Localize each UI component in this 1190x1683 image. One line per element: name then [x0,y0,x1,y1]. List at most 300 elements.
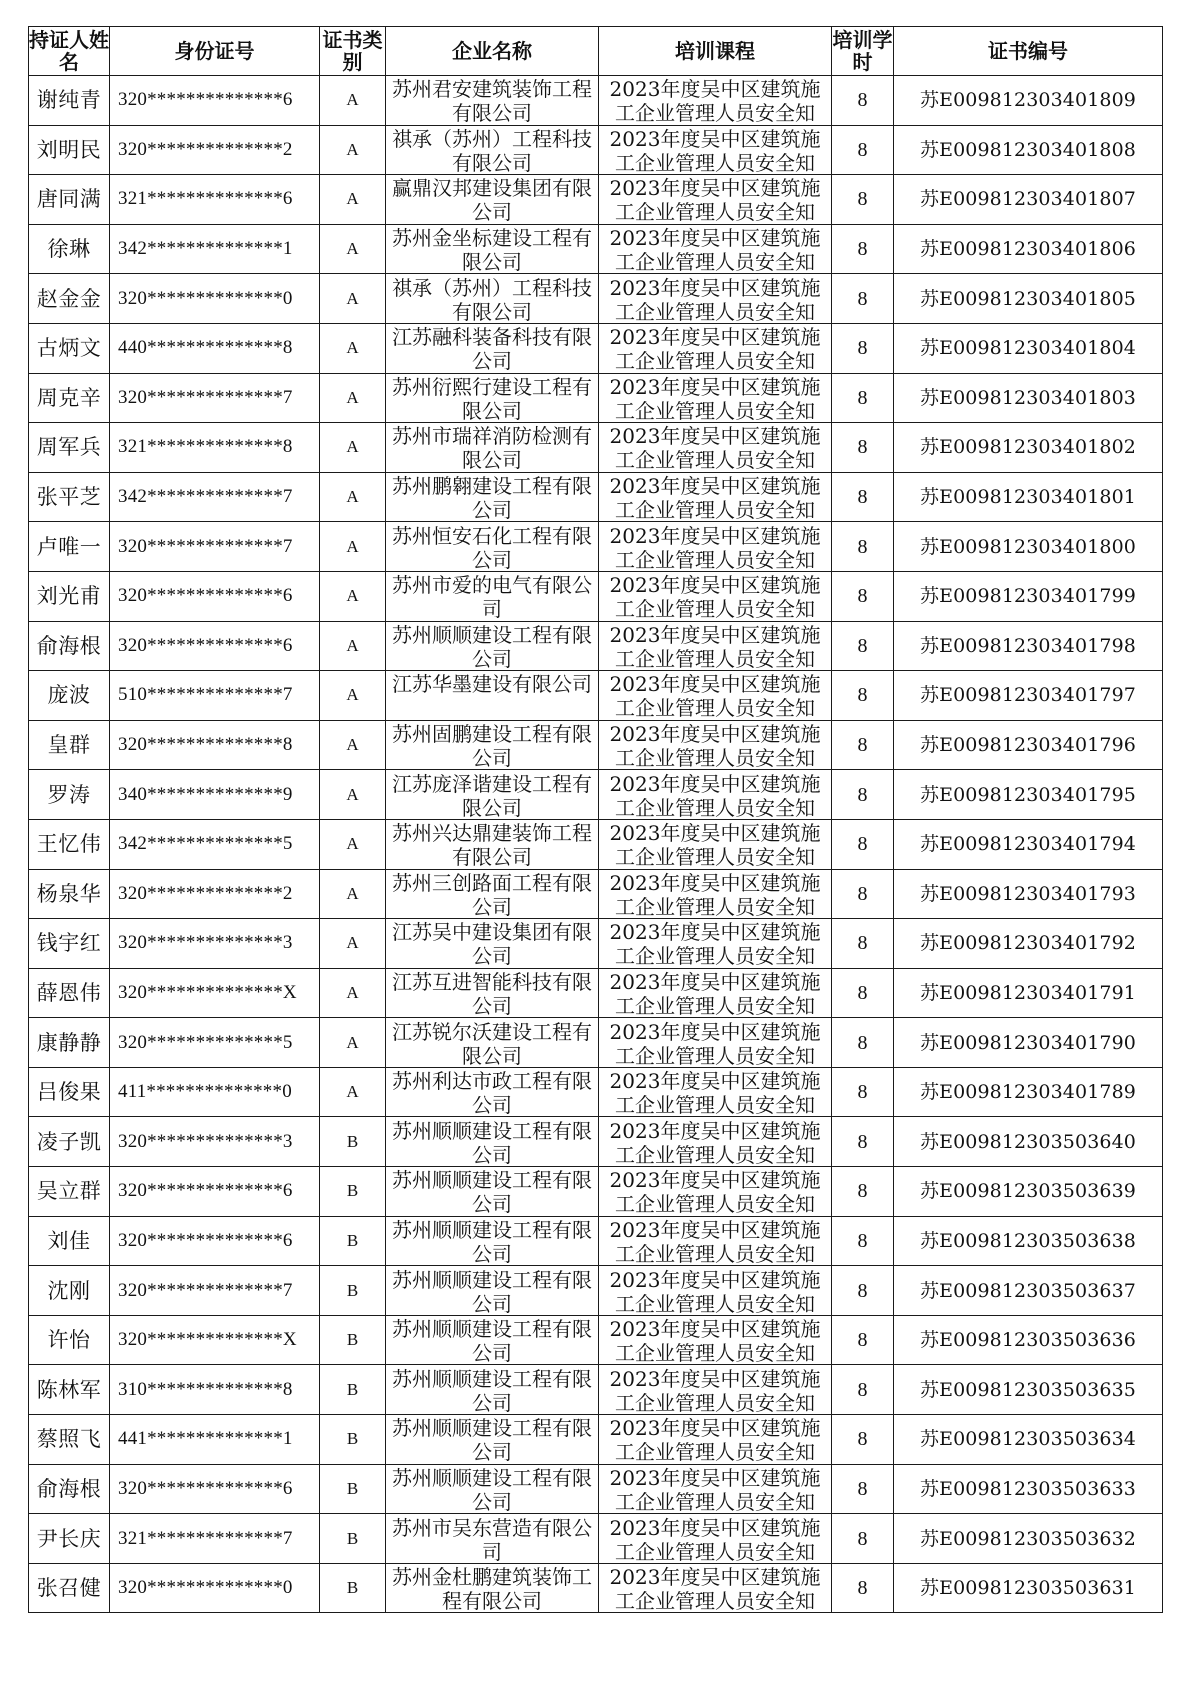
cell-id-number: 321**************8 [110,423,320,473]
cell-id-number: 320**************2 [110,125,320,175]
cell-company-text: 苏州市瑞祥消防检测有限公司 [392,424,592,471]
table-row [29,522,1163,572]
cell-company-text: 苏州顺顺建设工程有限公司 [392,622,592,669]
cell-company [386,1365,599,1415]
cell-company [386,423,599,473]
cell-hours: 8 [832,1117,894,1167]
cell-hours: 8 [832,1167,894,1217]
table-row [29,621,1163,671]
cell-company-text: 苏州鹏翱建设工程有限公司 [392,474,592,521]
cell-cert-number: 苏E009812303401804 [894,323,1163,373]
cell-course-text: 2023年度吴中区建筑施工企业管理人员安全知 [609,1366,821,1413]
cell-category: B [320,1514,386,1564]
cell-name: 谢纯青 [29,76,110,126]
cell-company [386,1216,599,1266]
cell-company-text: 江苏互进智能科技有限公司 [392,969,592,1016]
table-row [29,968,1163,1018]
cell-hours: 8 [832,919,894,969]
cell-course-text: 2023年度吴中区建筑施工企业管理人员安全知 [609,722,821,769]
cell-hours: 8 [832,1018,894,1068]
cell-name: 罗涛 [29,770,110,820]
cell-id-number: 320**************6 [110,1167,320,1217]
cell-hours: 8 [832,423,894,473]
header-hours: 培训学时 [832,28,893,74]
cell-category: A [320,671,386,721]
cell-company [386,522,599,572]
cell-hours: 8 [832,770,894,820]
cell-course [599,770,832,820]
cell-company [386,323,599,373]
cell-company-text: 苏州顺顺建设工程有限公司 [392,1168,592,1215]
table-row [29,373,1163,423]
cell-company [386,224,599,274]
cell-company-text: 苏州金杜鹏建筑装饰工程有限公司 [392,1565,592,1612]
cell-id-number: 320**************0 [110,274,320,324]
cell-cert-number: 苏E009812303401795 [894,770,1163,820]
cell-cert-number: 苏E009812303503636 [894,1315,1163,1365]
cell-course-text: 2023年度吴中区建筑施工企业管理人员安全知 [609,1217,821,1264]
cell-id-number: 321**************6 [110,175,320,225]
cell-id-number: 321**************7 [110,1514,320,1564]
header-id: 身份证号 [110,27,320,76]
cell-course-text: 2023年度吴中区建筑施工企业管理人员安全知 [609,771,821,818]
table-row [29,1464,1163,1514]
table-row [29,919,1163,969]
cell-id-number: 320**************7 [110,373,320,423]
cell-cert-number: 苏E009812303401796 [894,720,1163,770]
cell-category: B [320,1315,386,1365]
cell-name: 徐琳 [29,224,110,274]
table-row [29,571,1163,621]
cell-category: A [320,770,386,820]
cell-company-text: 苏州市爱的电气有限公司 [392,573,592,620]
cell-name: 皇群 [29,720,110,770]
cell-name: 周克辛 [29,373,110,423]
table-row [29,274,1163,324]
cell-category: A [320,522,386,572]
cell-cert-number: 苏E009812303503635 [894,1365,1163,1415]
cell-company-text: 苏州恒安石化工程有限公司 [392,523,592,570]
cell-company [386,968,599,1018]
cell-course-text: 2023年度吴中区建筑施工企业管理人员安全知 [609,424,821,471]
cell-hours: 8 [832,1067,894,1117]
cell-company [386,1067,599,1117]
cell-course [599,1514,832,1564]
cell-course [599,1415,832,1465]
cell-name: 陈林军 [29,1365,110,1415]
cell-course-text: 2023年度吴中区建筑施工企业管理人员安全知 [609,275,821,322]
cell-hours: 8 [832,472,894,522]
cell-company-text: 江苏融科装备科技有限公司 [392,325,592,372]
cell-company-text: 苏州顺顺建设工程有限公司 [392,1118,592,1165]
cell-category: A [320,125,386,175]
cell-hours: 8 [832,819,894,869]
cell-company-text: 江苏华墨建设有限公司 [392,672,592,697]
cell-id-number: 320**************6 [110,571,320,621]
cell-company-text: 苏州市吴东营造有限公司 [392,1515,592,1562]
cell-id-number: 310**************8 [110,1365,320,1415]
cell-course [599,423,832,473]
cell-course [599,968,832,1018]
cell-hours: 8 [832,1266,894,1316]
cell-cert-number: 苏E009812303503638 [894,1216,1163,1266]
cell-cert-number: 苏E009812303503637 [894,1266,1163,1316]
certificate-table [28,26,1163,1613]
cell-hours: 8 [832,1514,894,1564]
cell-course [599,125,832,175]
cell-cert-number: 苏E009812303401792 [894,919,1163,969]
cell-company-text: 苏州兴达鼎建装饰工程有限公司 [392,821,592,868]
cell-course-text: 2023年度吴中区建筑施工企业管理人员安全知 [609,77,821,124]
cell-cert-number: 苏E009812303503631 [894,1563,1163,1613]
cell-id-number: 320**************5 [110,1018,320,1068]
table-row [29,1415,1163,1465]
cell-id-number: 342**************7 [110,472,320,522]
cell-course [599,571,832,621]
cell-hours: 8 [832,1365,894,1415]
cell-id-number: 320**************X [110,1315,320,1365]
cell-id-number: 320**************6 [110,1464,320,1514]
cell-category: B [320,1563,386,1613]
cell-category: A [320,373,386,423]
cell-category: B [320,1464,386,1514]
cell-hours: 8 [832,323,894,373]
cell-course [599,720,832,770]
cell-hours: 8 [832,1464,894,1514]
table-row [29,1563,1163,1613]
cell-cert-number: 苏E009812303401802 [894,423,1163,473]
cell-name: 卢唯一 [29,522,110,572]
cell-company [386,76,599,126]
cell-company [386,571,599,621]
cell-name: 杨泉华 [29,869,110,919]
cell-hours: 8 [832,869,894,919]
cell-name: 钱宇红 [29,919,110,969]
table-row [29,671,1163,721]
cell-id-number: 440**************8 [110,323,320,373]
cell-category: A [320,274,386,324]
cell-name: 周军兵 [29,423,110,473]
cell-company-text: 苏州顺顺建设工程有限公司 [392,1416,592,1463]
cell-hours: 8 [832,1315,894,1365]
cell-cert-number: 苏E009812303503639 [894,1167,1163,1217]
header-cert-no: 证书编号 [894,27,1163,76]
table-row [29,175,1163,225]
cell-company-text: 祺承（苏州）工程科技有限公司 [392,275,592,322]
cell-cert-number: 苏E009812303401794 [894,819,1163,869]
cell-course [599,472,832,522]
cell-company-text: 苏州固鹏建设工程有限公司 [392,722,592,769]
cell-id-number: 340**************9 [110,770,320,820]
cell-id-number: 320**************7 [110,522,320,572]
cell-course [599,522,832,572]
cell-company [386,621,599,671]
cell-company [386,720,599,770]
cell-course-text: 2023年度吴中区建筑施工企业管理人员安全知 [609,1317,821,1364]
cell-category: A [320,175,386,225]
cell-course-text: 2023年度吴中区建筑施工企业管理人员安全知 [609,1019,821,1066]
cell-hours: 8 [832,76,894,126]
cell-id-number: 342**************5 [110,819,320,869]
cell-course-text: 2023年度吴中区建筑施工企业管理人员安全知 [609,573,821,620]
cell-course [599,1067,832,1117]
cell-category: A [320,472,386,522]
cell-company-text: 祺承（苏州）工程科技有限公司 [392,126,592,173]
cell-category: A [320,1067,386,1117]
cell-course [599,1167,832,1217]
cell-company [386,671,599,721]
cell-company-text: 苏州衍熙行建设工程有限公司 [392,374,592,421]
cell-company [386,819,599,869]
cell-id-number: 320**************3 [110,919,320,969]
cell-cert-number: 苏E009812303401800 [894,522,1163,572]
table-row [29,1514,1163,1564]
cell-name: 张平芝 [29,472,110,522]
cell-name: 刘明民 [29,125,110,175]
cell-category: A [320,819,386,869]
cell-course-text: 2023年度吴中区建筑施工企业管理人员安全知 [609,920,821,967]
cell-id-number: 320**************6 [110,621,320,671]
cell-course-text: 2023年度吴中区建筑施工企业管理人员安全知 [609,1118,821,1165]
cell-company-text: 苏州利达市政工程有限公司 [392,1069,592,1116]
cell-course-text: 2023年度吴中区建筑施工企业管理人员安全知 [609,1416,821,1463]
cell-company-text: 江苏锐尔沃建设工程有限公司 [392,1019,592,1066]
cell-company-text: 苏州顺顺建设工程有限公司 [392,1217,592,1264]
table-row [29,472,1163,522]
cell-category: B [320,1415,386,1465]
cell-category: A [320,1018,386,1068]
cell-company [386,919,599,969]
table-row [29,869,1163,919]
cell-hours: 8 [832,968,894,1018]
cell-hours: 8 [832,1415,894,1465]
cell-name: 吕俊果 [29,1067,110,1117]
cell-course [599,1117,832,1167]
cell-company-text: 苏州顺顺建设工程有限公司 [392,1465,592,1512]
cell-course-text: 2023年度吴中区建筑施工企业管理人员安全知 [609,1565,821,1612]
cell-company [386,1018,599,1068]
cell-category: B [320,1365,386,1415]
cell-cert-number: 苏E009812303503634 [894,1415,1163,1465]
cell-course-text: 2023年度吴中区建筑施工企业管理人员安全知 [609,672,821,719]
header-name: 持证人姓名 [29,28,109,74]
cell-course-text: 2023年度吴中区建筑施工企业管理人员安全知 [609,126,821,173]
cell-name: 康静静 [29,1018,110,1068]
cell-hours: 8 [832,274,894,324]
cell-hours: 8 [832,720,894,770]
cell-id-number: 320**************X [110,968,320,1018]
table-row [29,1117,1163,1167]
cell-category: B [320,1117,386,1167]
cell-course [599,1266,832,1316]
cell-company [386,1266,599,1316]
cell-course-text: 2023年度吴中区建筑施工企业管理人员安全知 [609,969,821,1016]
table-row [29,1067,1163,1117]
cell-course [599,1018,832,1068]
cell-cert-number: 苏E009812303503633 [894,1464,1163,1514]
cell-id-number: 320**************6 [110,76,320,126]
cell-course-text: 2023年度吴中区建筑施工企业管理人员安全知 [609,1267,821,1314]
cell-cert-number: 苏E009812303503632 [894,1514,1163,1564]
cell-cert-number: 苏E009812303401801 [894,472,1163,522]
cell-course [599,373,832,423]
cell-category: A [320,968,386,1018]
cell-cert-number: 苏E009812303401797 [894,671,1163,721]
header-category: 证书类别 [320,27,386,76]
table-row [29,720,1163,770]
cell-company [386,1514,599,1564]
cell-cert-number: 苏E009812303401805 [894,274,1163,324]
table-row [29,76,1163,126]
cell-category: A [320,720,386,770]
cell-company [386,1563,599,1613]
cell-course [599,224,832,274]
cell-id-number: 510**************7 [110,671,320,721]
cell-category: A [320,76,386,126]
cell-course-text: 2023年度吴中区建筑施工企业管理人员安全知 [609,474,821,521]
cell-cert-number: 苏E009812303401807 [894,175,1163,225]
cell-name: 庞波 [29,671,110,721]
table-row [29,423,1163,473]
table-row [29,1315,1163,1365]
header-company: 企业名称 [386,27,599,76]
cell-course [599,1464,832,1514]
cell-id-number: 320**************8 [110,720,320,770]
cell-category: B [320,1216,386,1266]
cell-id-number: 441**************1 [110,1415,320,1465]
cell-name: 张召健 [29,1563,110,1613]
cell-hours: 8 [832,125,894,175]
cell-id-number: 320**************7 [110,1266,320,1316]
cell-course-text: 2023年度吴中区建筑施工企业管理人员安全知 [609,374,821,421]
cell-id-number: 320**************3 [110,1117,320,1167]
cell-name: 刘佳 [29,1216,110,1266]
cell-cert-number: 苏E009812303401798 [894,621,1163,671]
cell-id-number: 320**************6 [110,1216,320,1266]
cell-category: A [320,621,386,671]
cell-company [386,1464,599,1514]
cell-course [599,1563,832,1613]
cell-category: B [320,1266,386,1316]
cell-course [599,621,832,671]
cell-cert-number: 苏E009812303401809 [894,76,1163,126]
cell-course [599,819,832,869]
cell-cert-number: 苏E009812303401806 [894,224,1163,274]
cell-company [386,175,599,225]
cell-course [599,175,832,225]
table-row [29,770,1163,820]
cell-cert-number: 苏E009812303503640 [894,1117,1163,1167]
cell-course-text: 2023年度吴中区建筑施工企业管理人员安全知 [609,821,821,868]
cell-company-text: 苏州三创路面工程有限公司 [392,870,592,917]
cell-cert-number: 苏E009812303401790 [894,1018,1163,1068]
cell-name: 沈刚 [29,1266,110,1316]
cell-cert-number: 苏E009812303401808 [894,125,1163,175]
cell-course-text: 2023年度吴中区建筑施工企业管理人员安全知 [609,622,821,669]
cell-company [386,1167,599,1217]
cell-company [386,274,599,324]
cell-name: 刘光甫 [29,571,110,621]
cell-company [386,472,599,522]
cell-name: 古炳文 [29,323,110,373]
cell-hours: 8 [832,621,894,671]
certificate-table-page [28,26,1163,1613]
cell-company [386,373,599,423]
cell-name: 吴立群 [29,1167,110,1217]
cell-company-text: 江苏吴中建设集团有限公司 [392,920,592,967]
cell-category: A [320,869,386,919]
cell-category: A [320,224,386,274]
cell-company-text: 赢鼎汉邦建设集团有限公司 [392,176,592,223]
cell-company [386,1415,599,1465]
cell-course [599,671,832,721]
header-course: 培训课程 [599,27,832,76]
table-row [29,1216,1163,1266]
cell-category: A [320,323,386,373]
cell-name: 薛恩伟 [29,968,110,1018]
table-header-row [29,27,1163,76]
cell-name: 赵金金 [29,274,110,324]
cell-course [599,1216,832,1266]
cell-category: A [320,919,386,969]
cell-course [599,1365,832,1415]
cell-course-text: 2023年度吴中区建筑施工企业管理人员安全知 [609,325,821,372]
cell-name: 俞海根 [29,621,110,671]
cell-course-text: 2023年度吴中区建筑施工企业管理人员安全知 [609,176,821,223]
cell-course-text: 2023年度吴中区建筑施工企业管理人员安全知 [609,226,821,273]
cell-company-text: 苏州金坐标建设工程有限公司 [392,226,592,273]
cell-course-text: 2023年度吴中区建筑施工企业管理人员安全知 [609,1069,821,1116]
cell-company [386,869,599,919]
cell-hours: 8 [832,1563,894,1613]
cell-course-text: 2023年度吴中区建筑施工企业管理人员安全知 [609,1465,821,1512]
table-row [29,323,1163,373]
cell-course [599,274,832,324]
cell-course-text: 2023年度吴中区建筑施工企业管理人员安全知 [609,1168,821,1215]
table-row [29,819,1163,869]
cell-name: 凌子凯 [29,1117,110,1167]
cell-course [599,869,832,919]
cell-course [599,1315,832,1365]
cell-name: 尹长庆 [29,1514,110,1564]
cell-hours: 8 [832,522,894,572]
cell-company [386,125,599,175]
cell-course [599,323,832,373]
cell-name: 王忆伟 [29,819,110,869]
cell-course [599,919,832,969]
cell-company [386,1117,599,1167]
cell-id-number: 320**************2 [110,869,320,919]
cell-cert-number: 苏E009812303401793 [894,869,1163,919]
cell-company [386,1315,599,1365]
table-row [29,1018,1163,1068]
cell-company-text: 苏州顺顺建设工程有限公司 [392,1366,592,1413]
cell-hours: 8 [832,571,894,621]
cell-course-text: 2023年度吴中区建筑施工企业管理人员安全知 [609,523,821,570]
cell-id-number: 411**************0 [110,1067,320,1117]
table-row [29,1266,1163,1316]
table-row [29,125,1163,175]
cell-company-text: 苏州顺顺建设工程有限公司 [392,1267,592,1314]
cell-id-number: 342**************1 [110,224,320,274]
cell-cert-number: 苏E009812303401803 [894,373,1163,423]
table-row [29,224,1163,274]
cell-cert-number: 苏E009812303401791 [894,968,1163,1018]
cell-company-text: 苏州君安建筑装饰工程有限公司 [392,77,592,124]
cell-company [386,770,599,820]
cell-name: 许怡 [29,1315,110,1365]
cell-hours: 8 [832,373,894,423]
